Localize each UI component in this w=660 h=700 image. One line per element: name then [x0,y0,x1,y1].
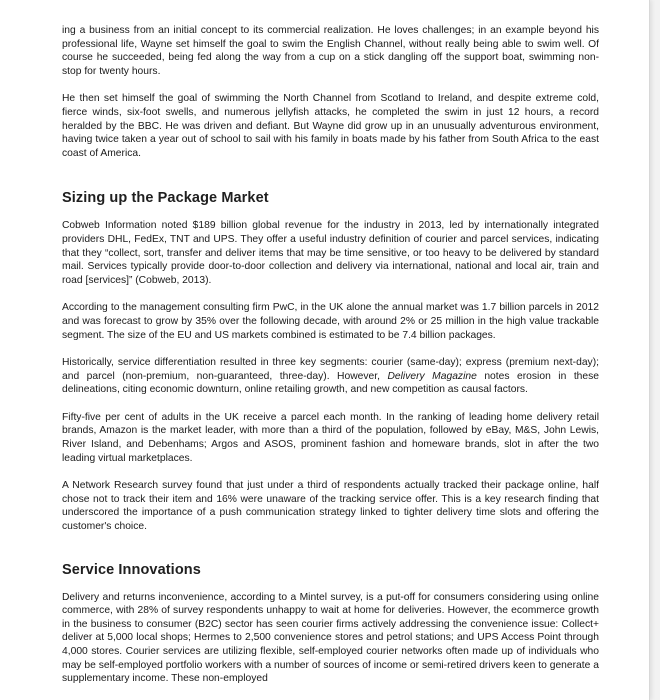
section-heading-service-innovations: Service Innovations [62,561,201,578]
intro-paragraph-2: He then set himself the goal of swimming the North Channel from Scotland to Ireland, and despite extreme cold, fierce winds, six-foot swells, and numerous jellyfish attacks, he completed the swim in just 12 hours, a record heralded by the BBC. He was driven and defiant. But Wayne did grow up in an unusually adventurous environment, having twice taken a year out of school to sail with his family in boats made by his father from South Africa to the east coast of America. [62,93,599,159]
paragraph-text: notes erosion in these delineations, citing economic downturn, online retailing growth, and new competition as causal factors. [62,370,600,396]
service-innovations-paragraph-1: Delivery and returns inconvenience, according to a Mintel survey, is a put-off for consumers considering using online commerce, with 28% of survey respondents unhappy to wait at home for deliveries. However, the ecommerce growth in the business to consumer (B2C) sector has seen courier firms actively addressing the convenience issue: Collect+ deliver at 5,000 local shops; Hermes to 2,500 convenience stores and petrol stations; and UPS Access Point through 4,000 stores. Courier services are utilizing flexible, self-employed courier networks often made up of individuals who may be self-employed portfolio workers with a number of sources of income or semi-retired drivers keen to generate a supplementary income. These non-employed [62,591,599,685]
paragraph-text: Historically, service differentiation resulted in three key segments: courier (same-day); express (premium next-day); and parcel (non-premium, non-guaranteed, three-day). However, [62,357,599,382]
section-heading-package-market: Sizing up the Package Market [62,190,269,207]
document-body [62,24,599,700]
publication-title: Delivery Magazine [387,370,477,382]
package-market-paragraph-4: Fifty-five per cent of adults in the UK receive a parcel each month. In the ranking of leading home delivery retail brands, Amazon is the market leader, with more than a third of the population, followed by eBay, M&S, John Lewis, River Island, and Debenhams; Argos and ASOS, prominent fashion and homeware brands, slot in after the two leading virtual marketplaces. [62,411,599,464]
intro-paragraph-1: ing a business from an initial concept to its commercial realization. He loves challenges; in an example beyond his professional life, Wayne set himself the goal to swim the English Channel, without really being able to swim well. Of course he succeeded, being fed along the way from a cup on a stick dangling off the support boat, swimming non-stop for twenty hours. [62,25,599,77]
package-market-paragraph-5: A Network Research survey found that just under a third of respondents actually tracked their package online, half chose not to track their item and 16% were unaware of the tracking service offer. This is a key research finding that underscored the importance of a push communication strategy linked to tighter delivery time slots and offering the customer's choice. [62,480,599,533]
package-market-paragraph-3 [62,356,599,397]
package-market-paragraph-1: Cobweb Information noted $189 billion global revenue for the industry in 2013, led by internationally integrated providers DHL, FedEx, TNT and UPS. They offer a useful industry definition of courier and parcel services, indicating that they “collect, sort, transfer and deliver items that may be time sensitive, or too heavy to be delivered by standard mail. Services typically provide door-to-door collection and delivery via international, national and local air, train and road [services]” (Cobweb, 2013). [62,220,599,286]
package-market-paragraph-2: According to the management consulting firm PwC, in the UK alone the annual market was 1.7 billion parcels in 2012 and was forecast to grow by 35% over the following decade, with around 2% or 25 million in the high value trackable segment. The size of the EU and US markets combined is estimated to be 7.4 billion packages. [62,302,599,341]
